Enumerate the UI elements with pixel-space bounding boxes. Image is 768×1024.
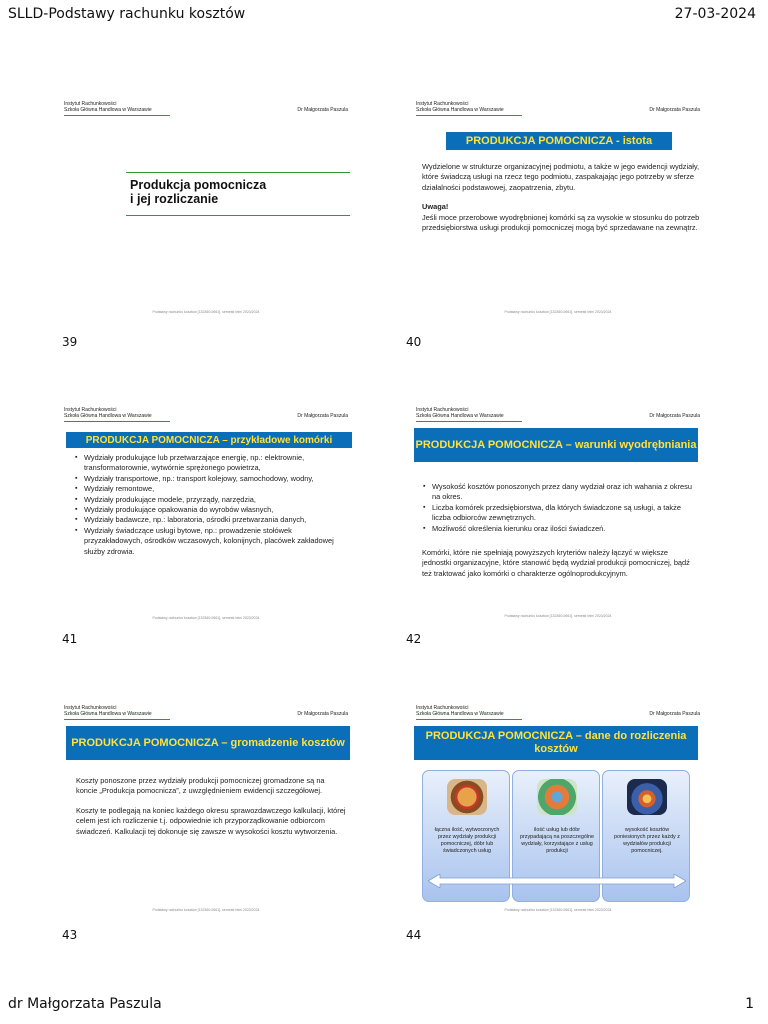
list-item: ▪ Wydziały produkujące lub przetwarzające energię, np.: elektrownie, transformatorownie, wytwórnie sprężonego powietrza, [74, 453, 346, 474]
divider [126, 215, 350, 216]
slide-footer: Podstawy rachunku kosztów [132360-0661], semestr letni 2023/2024 [152, 310, 260, 314]
slide-author: Dr Małgorzata Paszula [649, 107, 700, 113]
slide-title: Produkcja pomocnicza i jej rozliczanie [130, 178, 267, 206]
slide-number: 41 [62, 632, 78, 646]
divider [126, 172, 350, 173]
slide-44 [408, 698, 708, 926]
list-item: ▪ Wysokość kosztów ponoszonych przez dany wydział oraz ich wahania z okresu na okres. [422, 482, 698, 503]
slide-number: 42 [406, 632, 422, 646]
page-header-title: SLLD-Podstawy rachunku kosztów [8, 6, 246, 22]
divider [416, 719, 522, 720]
slide-bullet-list [422, 482, 698, 534]
slide-footer: Podstawy rachunku kosztów [132360-0661], semestr letni 2023/2024 [152, 616, 260, 620]
slide-body: ▪ Wysokość kosztów ponoszonych przez dany wydział oraz ich wahania z okresu na okres. ▪ Liczba komórek przedsiębiorstwa, dla których świadczone są usługi, a także liczba odbiorców zewnętrznych. ▪ Możliwość określenia kierunku oraz ilości świadczeń. Komórki, które nie spełniają powyższych kryteriów należy łączyć w większe jednostki organizacyjne, które stanowić będą wydział produkcji pomocniczej, bądź też traktować jako komórki o charakterze ogólnoprodukcyjnym. [422, 482, 698, 579]
panel-text: wysokość kosztów poniesionych przez każdy z wydziałów produkcji pomocniczej. [614, 827, 680, 854]
slide-institute: Instytut Rachunkowości Szkoła Główna Handlowa w Warszawie [416, 407, 504, 419]
slide-bullet-list [74, 453, 346, 557]
slide-number: 44 [406, 928, 422, 942]
slide-author: Dr Małgorzata Paszula [649, 413, 700, 419]
list-item: ▪ Wydziały remontowe, [74, 484, 346, 494]
slide-number: 43 [62, 928, 78, 942]
panel-text: ilość usług lub dóbr przypadającą na poszczególne wydziały, korzystające z usług produkcji [519, 827, 595, 854]
list-item: ▪ Wydziały produkujące modele, przyrządy, narzędzia, [74, 495, 346, 505]
divider [416, 421, 522, 422]
double-arrow-icon [428, 874, 686, 888]
slide-institute: Instytut Rachunkowości Szkoła Główna Handlowa w Warszawie [64, 407, 152, 419]
slide-body: Wydzielone w strukturze organizacyjnej podmiotu, a także w jego ewidencji wydziały, które świadczą usługi na rzecz tego podmiotu, zaspakajając jego potrzeby w sferze działalności podstawowej, zaopatrzenia, zbytu. Uwaga! Jeśli moce przerobowe wyodrębnionej komórki są za wysokie w stosunku do potrzeb przedsiębiorstwa usługi produkcji pomocniczej mogą być sprzedawane na zewnątrz. [422, 162, 700, 233]
pie-slice-icon [537, 779, 577, 815]
slide-footer: Podstawy rachunku kosztów [132360-0661], semestr letni 2023/2024 [504, 908, 612, 912]
list-item: ▪ Liczba komórek przedsiębiorstwa, dla których świadczone są usługi, a także liczba odbiorców zewnętrznych. [422, 503, 698, 524]
divider [416, 115, 522, 116]
slide-title: PRODUKCJA POMOCNICZA – przykładowe komórki [66, 432, 352, 448]
slide-institute: Instytut Rachunkowości Szkoła Główna Handlowa w Warszawie [64, 705, 152, 717]
slide-41 [56, 400, 356, 628]
slide-institute: Instytut Rachunkowości Szkoła Główna Handlowa w Warszawie [64, 101, 152, 113]
panel-text: łączna ilość, wytworzonych przez wydziały produkcji pomocniczej, dóbr lub świadczonych usług [434, 827, 500, 854]
slide-author: Dr Małgorzata Paszula [649, 711, 700, 717]
slide-title: PRODUKCJA POMOCNICZA – gromadzenie kosztów [66, 726, 350, 760]
slide-40 [408, 94, 708, 322]
slide-title: PRODUKCJA POMOCNICZA - istota [446, 132, 672, 150]
slide-footer: Podstawy rachunku kosztów [132360-0661], semestr letni 2023/2024 [152, 908, 260, 912]
divider [64, 115, 170, 116]
slide-43 [56, 698, 356, 926]
divider [64, 421, 170, 422]
page-number: 1 [745, 996, 754, 1012]
slide-39 [56, 94, 356, 322]
cost-data-panels [422, 770, 694, 904]
slide-author: Dr Małgorzata Paszula [297, 107, 348, 113]
slide-footer: Podstawy rachunku kosztów [132360-0661], semestr letni 2023/2024 [504, 614, 612, 618]
list-item: ▪ Wydziały świadczące usługi bytowe, np.: prowadzenie stołówek przyzakładowych, ośrodków wczasowych, kolonijnych, placówek zakładowej służby zdrowia. [74, 526, 346, 557]
slide-author: Dr Małgorzata Paszula [297, 711, 348, 717]
list-item: ▪ Wydziały produkujące opakowania do wyrobów własnych, [74, 505, 346, 515]
slide-number: 39 [62, 335, 78, 349]
list-item: ▪ Możliwość określenia kierunku oraz ilości świadczeń. [422, 524, 698, 534]
slide-author: Dr Małgorzata Paszula [297, 413, 348, 419]
pizza-icon [447, 779, 487, 815]
slide-footer: Podstawy rachunku kosztów [132360-0661], semestr letni 2023/2024 [504, 310, 612, 314]
divider [64, 719, 170, 720]
list-item: ▪ Wydziały badawcze, np.: laboratoria, ośrodki przetwarzania danych, [74, 515, 346, 525]
slide-institute: Instytut Rachunkowości Szkoła Główna Handlowa w Warszawie [416, 101, 504, 113]
list-item: ▪ Wydziały transportowe, np.: transport kolejowy, samochodowy, wodny, [74, 474, 346, 484]
page-header-date: 27-03-2024 [674, 6, 756, 22]
slide-body: Koszty ponoszone przez wydziały produkcji pomocniczej gromadzone są na koncie „Produkcja pomocnicza”, z uwzględnieniem ewidencji szczegółowej. Koszty te podlegają na koniec każdego okresu sprawozdawczego kalkulacji, której celem jest ich rozliczenie t.j. odpowiednie ich przyporządkowanie odbiorcom świadczeń. Kalkulacji tej dokonuje się zawsze w wysokości kosztu wytworzenia. [76, 776, 346, 836]
slide-title: PRODUKCJA POMOCNICZA – dane do rozliczenia kosztów [414, 726, 698, 760]
sparks-icon [627, 779, 667, 815]
slide-title: PRODUKCJA POMOCNICZA – warunki wyodrębniania [414, 428, 698, 462]
slide-42 [408, 400, 708, 628]
page-footer-author: dr Małgorzata Paszula [8, 996, 162, 1012]
slide-institute: Instytut Rachunkowości Szkoła Główna Handlowa w Warszawie [416, 705, 504, 717]
slide-number: 40 [406, 335, 422, 349]
